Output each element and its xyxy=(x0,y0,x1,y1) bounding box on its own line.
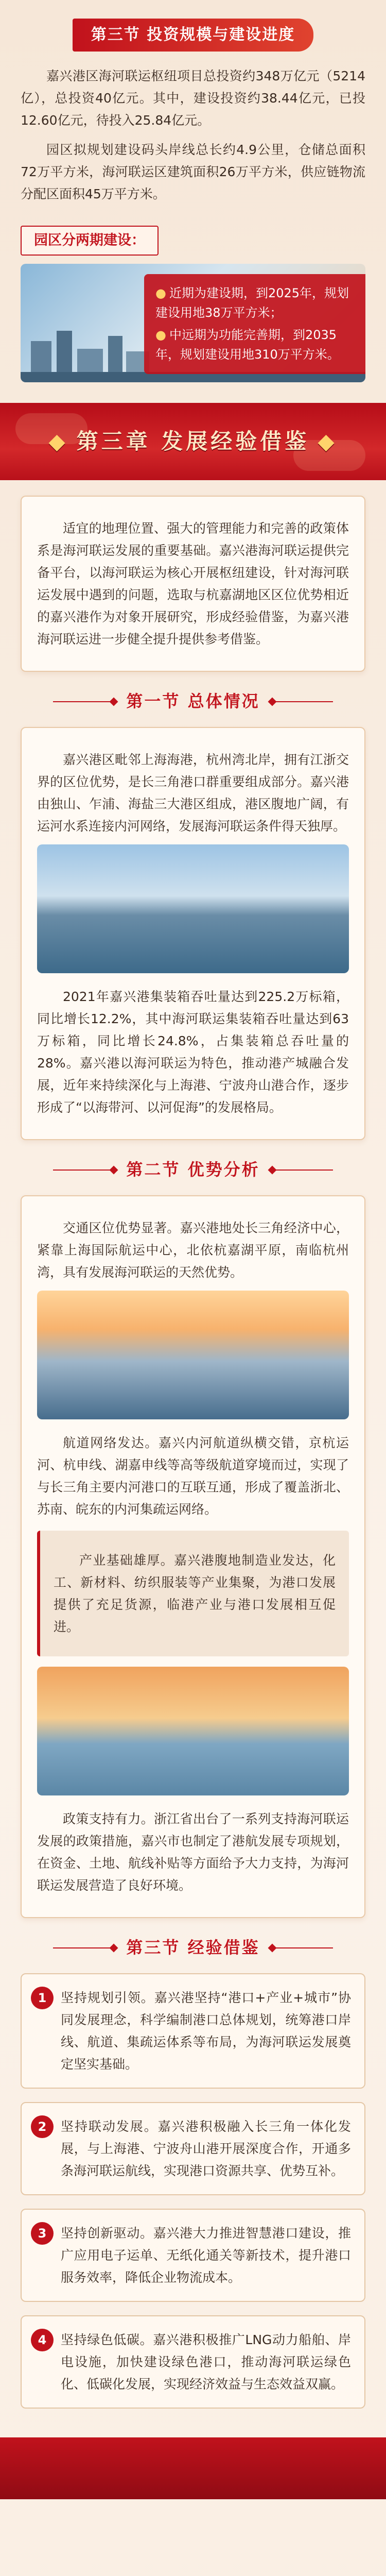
section-heading: 第三节 经验借鉴 xyxy=(21,1934,365,1962)
divider xyxy=(53,701,115,702)
experience-item: 3 坚持创新驱动。嘉兴港大力推进智慧港口建设，推广应用电子运单、无纸化通关等新技术，提升港口服务效率，降低企业物流成本。 xyxy=(21,2209,365,2302)
phase-list xyxy=(144,274,365,374)
ornament-icon: ◆ xyxy=(318,428,338,454)
divider xyxy=(53,1947,115,1948)
bridge-photo xyxy=(37,1291,349,1419)
investment-paragraph: 嘉兴港区海河联运枢纽项目总投资约348万亿元（5214亿），总投资40亿元。其中，建设投资约38.44亿元，已投12.60亿元，待投入25.84亿元。 xyxy=(21,68,365,128)
experience-item: 2 坚持联动发展。嘉兴港积极融入长三角一体化发展，与上海港、宁波舟山港开展深度合作，开通多条海河联运航线，实现港口资源共享、优势互补。 xyxy=(21,2102,365,2195)
divider xyxy=(271,1170,333,1171)
investment-section xyxy=(0,0,386,403)
section-heading: 第一节 总体情况 xyxy=(21,687,365,716)
phase-heading: 园区分两期建设： xyxy=(21,226,159,256)
section-title: 第三节 投资规模与建设进度 xyxy=(73,19,313,52)
item-number: 1 xyxy=(31,1987,54,2009)
item-number: 2 xyxy=(31,2115,54,2138)
item-number: 3 xyxy=(31,2222,54,2245)
investment-paragraph: 园区拟规划建设码头岸线总长约4.9公里，仓储总面积72万平方米，海河联运区建筑面积26万平方米，供应链物流分配区面积45万平方米。 xyxy=(21,142,365,201)
chapter-title: ◆ 第三章 发展经验借鉴 ◆ xyxy=(48,428,338,454)
experience-item: 1 坚持规划引领。嘉兴港坚持“港口+产业+城市”协同发展理念，科学编制港口总体规划，统筹港口岸线、航道、集疏运体系等布局，为海河联运发展奠定坚实基础。 xyxy=(21,1973,365,2089)
intro-paragraph: 适宜的地理位置、强大的管理能力和完善的政策体系是海河联运发展的重要基础。嘉兴港海河联运提供完备平台，以海河联运为核心开展枢纽建设，针对海河联运发展中遇到的问题，选取与杭嘉湖地区区位优势相近的嘉兴港作为对象开展研究，形成经验借鉴，为嘉兴港海河联运进一步健全提升提供参考借鉴。 xyxy=(37,521,349,647)
section-heading: 第二节 优势分析 xyxy=(21,1156,365,1184)
ornament-icon: ◆ xyxy=(48,428,68,454)
highlight-block xyxy=(37,1531,349,1656)
advantage-paragraph: 交通区位优势显著。嘉兴港地处长三角经济中心，紧靠上海国际航运中心，北依杭嘉湖平原，南临杭州湾，具有发展海河联运的天然优势。 xyxy=(37,1221,349,1280)
footer-band xyxy=(0,2437,386,2499)
advantage-paragraph: 航道网络发达。嘉兴内河航道纵横交错，京杭运河、杭申线、湖嘉申线等高等级航道穿境而过，实现了与长三角主要内河港口的互联互通，形成了覆盖浙北、苏南、皖东的内河集疏运网络。 xyxy=(37,1435,349,1517)
overview-paragraph: 嘉兴港区毗邻上海海港，杭州湾北岸，拥有江浙交界的区位优势，是长三角港口群重要组成部分。嘉兴港由独山、乍浦、海盐三大港区组成，港区腹地广阔，有运河水系连接内河网络，发展海河联运条件得天独厚。 xyxy=(37,752,349,834)
experience-item: 4 坚持绿色低碳。嘉兴港积极推广LNG动力船舶、岸电设施，加快建设绿色港口，推动海河联运绿色化、低碳化发展，实现经济效益与生态效益双赢。 xyxy=(21,2315,365,2409)
chapter-content xyxy=(0,480,386,2437)
divider xyxy=(271,1947,333,1948)
divider xyxy=(53,1170,115,1171)
intro-card xyxy=(21,496,365,672)
overview-card xyxy=(21,727,365,1140)
overview-paragraph: 2021年嘉兴港集装箱吞吐量达到225.2万标箱，同比增长12.2%，其中海河联运集装箱吞吐量达到63万标箱，同比增长24.8%，占集装箱总吞吐量的28%。嘉兴港以海河联运为特色，推动港产城融合发展，近年来持续深化与上海港、宁波舟山港合作，逐步形成了“以海带河、以河促海”的发展格局。 xyxy=(37,989,349,1115)
harbor-photo xyxy=(37,1667,349,1795)
advantage-paragraph: 产业基础雄厚。嘉兴港腹地制造业发达，化工、新材料、纺织服装等产业集聚，为港口发展提供了充足货源，临港产业与港口发展相互促进。 xyxy=(54,1553,336,1635)
divider xyxy=(271,701,333,702)
phase-item: ● 中远期为功能完善期，到2035年，规划建设用地310万平方米。 xyxy=(155,327,340,362)
port-photo xyxy=(37,844,349,973)
phase-item: ● 近期为建设期，到2025年，规划建设用地38万平方米； xyxy=(155,286,349,320)
advantage-card xyxy=(21,1195,365,1918)
item-number: 4 xyxy=(31,2329,54,2351)
advantage-paragraph: 政策支持有力。浙江省出台了一系列支持海河联运发展的政策措施，嘉兴市也制定了港航发展专项规划，在资金、土地、航线补贴等方面给予大力支持，为海河联运发展营造了良好环境。 xyxy=(37,1811,349,1893)
phase-card xyxy=(21,264,365,382)
bullet-icon: ● xyxy=(155,327,166,342)
bullet-icon: ● xyxy=(155,286,166,301)
chapter-banner xyxy=(0,403,386,480)
